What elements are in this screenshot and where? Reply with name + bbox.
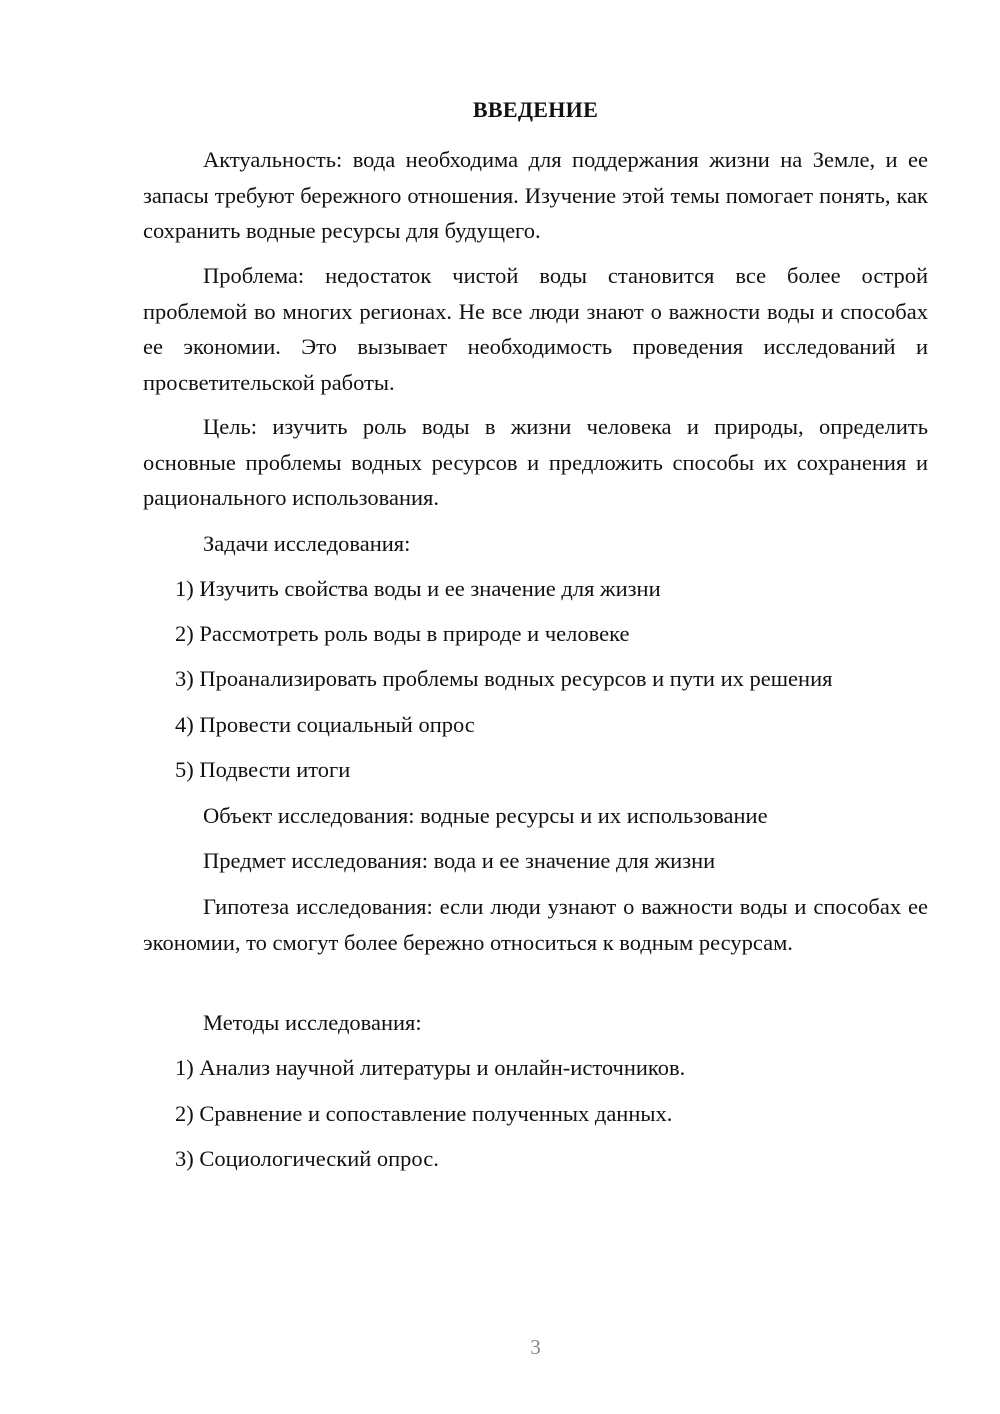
method-item: 3) Социологический опрос. [175, 1146, 439, 1171]
tasks-heading: Задачи исследования: [203, 531, 411, 556]
object-line: Объект исследования: водные ресурсы и их использование [203, 803, 768, 828]
task-item: 4) Провести социальный опрос [175, 712, 475, 737]
task-item: 3) Проанализировать проблемы водных ресурсов и пути их решения [175, 666, 833, 691]
page-number: 3 [530, 1335, 541, 1359]
document-page [143, 0, 928, 1414]
section-title: ВВЕДЕНИЕ [472, 97, 599, 122]
relevance-paragraph: Актуальность: вода необходима для поддержания жизни на Земле, и ее запасы требуют бережного отношения. Изучение этой темы помогает понять, как сохранить водные ресурсы для будущего. [143, 147, 928, 243]
task-item: 5) Подвести итоги [175, 757, 351, 782]
hypothesis-paragraph: Гипотеза исследования: если люди узнают о важности воды и способах ее экономии, то смогут более бережно относиться к водным ресурсам. [143, 894, 928, 955]
method-item: 1) Анализ научной литературы и онлайн-источников. [175, 1055, 686, 1080]
problem-paragraph: Проблема: недостаток чистой воды становится все более острой проблемой во многих регионах. Не все люди знают о важности воды и способах ее экономии. Это вызывает необходимость проведения исследований и просветительской работы. [143, 263, 928, 395]
task-item: 2) Рассмотреть роль воды в природе и человеке [175, 621, 630, 646]
method-item: 2) Сравнение и сопоставление полученных данных. [175, 1101, 673, 1126]
methods-heading: Методы исследования: [203, 1010, 422, 1035]
task-item: 1) Изучить свойства воды и ее значение для жизни [175, 576, 661, 601]
subject-line: Предмет исследования: вода и ее значение для жизни [203, 848, 716, 873]
goal-paragraph: Цель: изучить роль воды в жизни человека и природы, определить основные проблемы водных ресурсов и предложить способы их сохранения и рационального использования. [143, 414, 928, 510]
